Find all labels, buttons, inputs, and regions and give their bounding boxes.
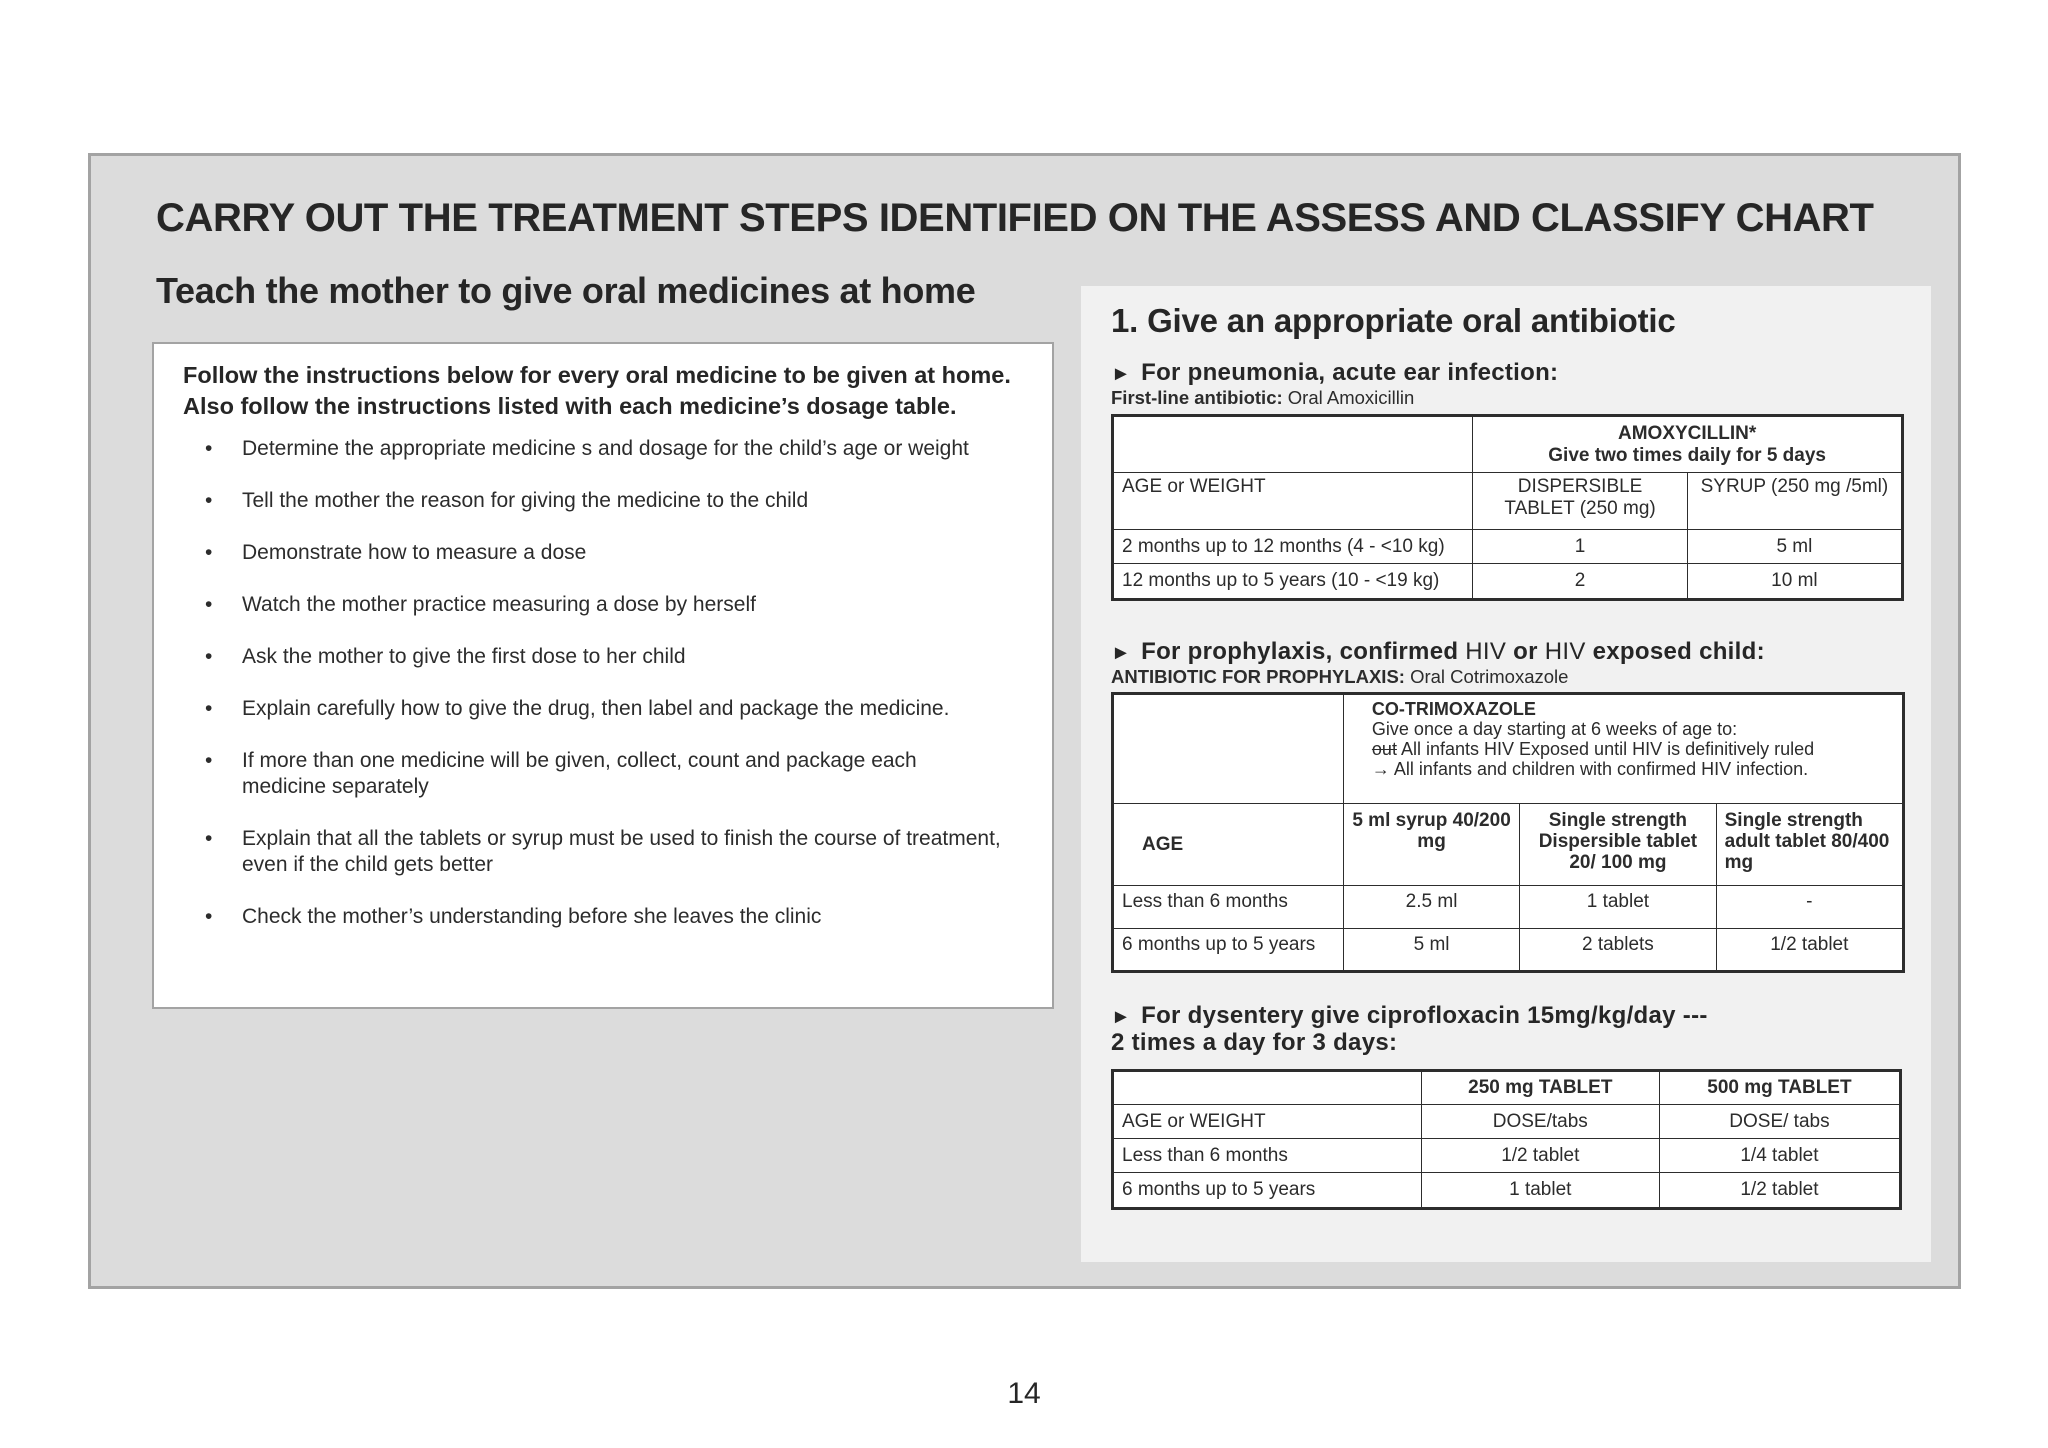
table-cell: 10 ml	[1687, 564, 1902, 600]
table-cell	[1113, 694, 1344, 804]
step-text: Ask the mother to give the first dose to her child	[242, 645, 686, 668]
prophylaxis-label: ANTIBIOTIC FOR PROPHYLAXIS:	[1111, 666, 1405, 687]
step-text: Tell the mother the reason for giving the medicine to the child	[242, 489, 809, 512]
section-subtitle: Teach the mother to give oral medicines at home	[156, 270, 976, 311]
instructions-intro: Follow the instructions below for every oral medicine to be given at home. Also follow the instructions listed with each medicine’s dosage table.	[183, 362, 1011, 419]
table-cell: 1/2 tablet	[1716, 929, 1903, 972]
step-text: If more than one medicine will be given, collect, count and package each medicine separately	[242, 749, 917, 798]
instruction-steps	[183, 436, 1028, 930]
antibiotic-card	[1081, 286, 1931, 1262]
table-cell: 1/4 tablet	[1659, 1139, 1900, 1173]
step-text: Watch the mother practice measuring a dose by herself	[242, 593, 756, 616]
col-header-500mg: 500 mg TABLET	[1659, 1071, 1900, 1105]
step-text: Explain carefully how to give the drug, then label and package the medicine.	[242, 697, 950, 720]
table-cell: 1 tablet	[1421, 1173, 1659, 1209]
table-cell	[1113, 416, 1473, 473]
table-cell: 2 months up to 12 months (4 - <10 kg)	[1113, 530, 1473, 564]
right-arrow-icon: →	[1371, 759, 1390, 779]
step-item	[183, 644, 1028, 670]
table-cell: 6 months up to 5 years	[1113, 929, 1344, 972]
hiv-text: HIV	[1544, 638, 1586, 665]
table-row	[1113, 1139, 1901, 1173]
step-item	[183, 488, 1028, 514]
step-item	[183, 748, 1002, 800]
instruction-text: All infants and children with confirmed HIV infection.	[1389, 759, 1809, 779]
prophylaxis-heading	[1111, 639, 1903, 666]
table-row	[1113, 929, 1904, 972]
prophylaxis-heading-text: exposed child:	[1585, 638, 1765, 665]
step-item	[183, 696, 1028, 722]
table-cell: DOSE/tabs	[1421, 1105, 1659, 1139]
step-text: Check the mother’s understanding before she leaves the clinic	[242, 905, 822, 928]
drug-instruction	[1372, 739, 1882, 759]
drug-name: AMOXYCILLIN*	[1618, 422, 1757, 444]
prophylaxis-heading-text: For prophylaxis, confirmed	[1141, 638, 1466, 665]
pneumonia-heading	[1111, 360, 1903, 387]
table-row	[1113, 1105, 1901, 1139]
pneumonia-heading-text: For pneumonia, acute ear infection:	[1141, 359, 1559, 386]
col-header-age-weight: AGE or WEIGHT	[1113, 473, 1473, 530]
col-header-age: AGE	[1113, 804, 1344, 886]
step-text: Explain that all the tablets or syrup must be used to finish the course of treatment, even if the child gets better	[242, 827, 1001, 876]
cotrimoxazole-table	[1111, 692, 1905, 973]
hiv-text: HIV	[1465, 638, 1507, 665]
pneumonia-subheading	[1111, 387, 1903, 409]
bullet-icon: •	[205, 541, 213, 564]
table-cell: 1 tablet	[1520, 886, 1716, 929]
col-header-syrup: 5 ml syrup 40/200 mg	[1343, 804, 1519, 886]
step-item	[183, 826, 1002, 878]
first-line-label: First-line antibiotic:	[1111, 387, 1283, 408]
table-cell: 1/2 tablet	[1421, 1139, 1659, 1173]
step-text: Determine the appropriate medicine s and dosage for the child’s age or weight	[242, 437, 969, 460]
prophylaxis-value: Oral Cotrimoxazole	[1404, 666, 1569, 687]
ciprofloxacin-table	[1111, 1069, 1902, 1210]
table-cell: DOSE/ tabs	[1659, 1105, 1900, 1139]
table-cell: 5 ml	[1343, 929, 1519, 972]
drug-name: CO-TRIMOXAZOLE	[1371, 699, 1536, 719]
first-line-value: Oral Amoxicillin	[1282, 387, 1415, 408]
content-panel	[88, 153, 1961, 1289]
col-header-tablet: DISPERSIBLE TABLET (250 mg)	[1473, 473, 1688, 530]
table-cell: 2 tablets	[1520, 929, 1716, 972]
table-cell: 12 months up to 5 years (10 - <19 kg)	[1113, 564, 1473, 600]
table-cell: Less than 6 months	[1113, 1139, 1422, 1173]
bullet-icon: •	[205, 437, 213, 460]
table-row	[1113, 886, 1904, 929]
step-item	[183, 436, 1028, 462]
prophylaxis-subheading	[1111, 666, 1903, 688]
table-cell: 1/2 tablet	[1659, 1173, 1900, 1209]
amoxycillin-header	[1473, 416, 1903, 473]
dysentery-heading-line2: 2 times a day for 3 days:	[1111, 1029, 1398, 1056]
table-cell: -	[1716, 886, 1903, 929]
bullet-icon: •	[205, 749, 213, 772]
table-cell: Less than 6 months	[1113, 886, 1344, 929]
bullet-icon: •	[205, 645, 213, 668]
table-row	[1113, 564, 1903, 600]
table-cell: 2	[1473, 564, 1688, 600]
bullet-icon: •	[205, 827, 213, 850]
table-row	[1113, 1173, 1901, 1209]
step-item	[183, 540, 1028, 566]
table-row	[1113, 530, 1903, 564]
col-header-250mg: 250 mg TABLET	[1421, 1071, 1659, 1105]
drug-instruction: Give two times daily for 5 days	[1548, 444, 1826, 466]
triangle-right-icon: ►	[1111, 642, 1132, 664]
step-item	[183, 904, 1028, 930]
table-cell	[1113, 1071, 1422, 1105]
table-cell: 5 ml	[1687, 530, 1902, 564]
table-cell: 2.5 ml	[1343, 886, 1519, 929]
col-header-dispersible: Single strength Dispersible tablet 20/ 100 mg	[1520, 804, 1716, 886]
triangle-right-icon: ►	[1111, 363, 1132, 385]
cotrimoxazole-header	[1343, 694, 1903, 804]
instructions-box	[152, 342, 1054, 1009]
drug-instruction: Give once a day starting at 6 weeks of age to:	[1371, 719, 1738, 739]
dysentery-heading	[1111, 1003, 1903, 1030]
table-cell: 6 months up to 5 years	[1113, 1173, 1422, 1209]
table-cell: AGE or WEIGHT	[1113, 1105, 1422, 1139]
bullet-icon: •	[205, 905, 213, 928]
col-header-adult: Single strength adult tablet 80/400 mg	[1716, 804, 1903, 886]
drug-instruction	[1372, 759, 1882, 779]
step-text: Demonstrate how to measure a dose	[242, 541, 587, 564]
prophylaxis-heading-text: or	[1506, 638, 1545, 665]
col-header-syrup: SYRUP (250 mg /5ml)	[1687, 473, 1902, 530]
page-title: CARRY OUT THE TREATMENT STEPS IDENTIFIED ON THE ASSESS AND CLASSIFY CHART	[156, 196, 1874, 240]
step-item	[183, 592, 1028, 618]
triangle-right-icon: ►	[1111, 1006, 1132, 1028]
antibiotic-title: 1. Give an appropriate oral antibiotic	[1111, 302, 1676, 339]
dysentery-heading-text: For dysentery give ciprofloxacin 15mg/kg/day ---	[1141, 1002, 1708, 1029]
instruction-text: All infants HIV Exposed until HIV is definitively ruled	[1396, 739, 1815, 759]
bullet-icon: •	[205, 489, 213, 512]
bullet-icon: •	[205, 593, 213, 616]
strikethrough-text: out	[1371, 739, 1397, 759]
bullet-icon: •	[205, 697, 213, 720]
amoxycillin-table	[1111, 414, 1904, 601]
page-number: 14	[1007, 1377, 1041, 1410]
table-cell: 1	[1473, 530, 1688, 564]
